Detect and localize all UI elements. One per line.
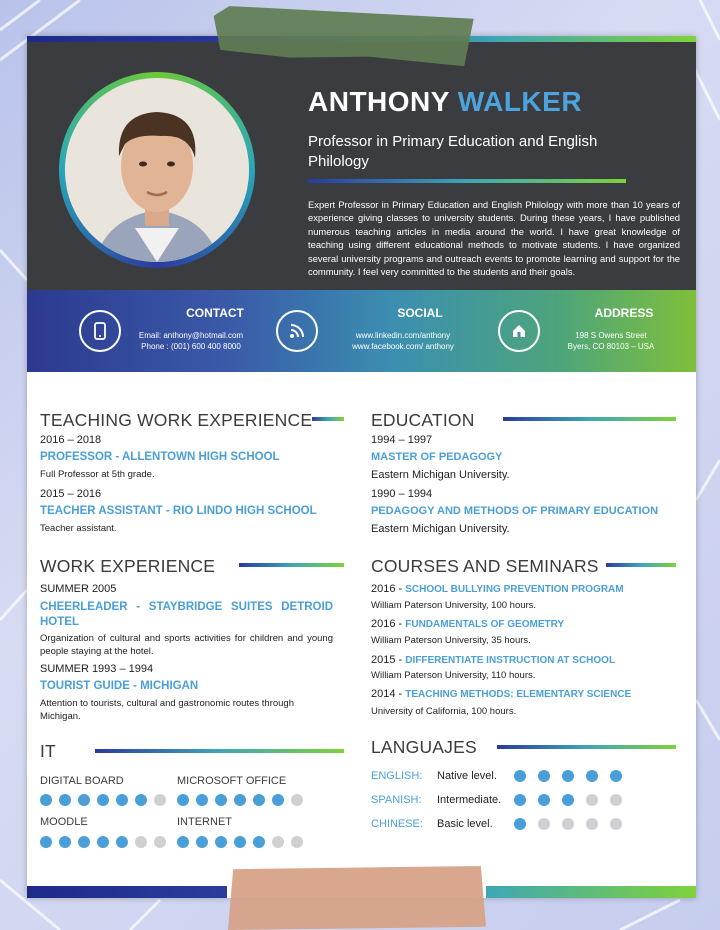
- tape-decoration-bottom: [228, 866, 486, 930]
- it-heading-bar: [95, 749, 344, 753]
- skill-rating-dot: [40, 836, 52, 848]
- work-1-desc: Organization of cultural and sports activities for children and young people staying at the hotel.: [40, 633, 333, 657]
- education-heading: EDUCATION: [371, 410, 475, 430]
- skill-rating-dot: [97, 794, 109, 806]
- language-rating-dot: [610, 818, 622, 830]
- address-line-2: Byers, CO 80103 – USA: [567, 342, 655, 351]
- teaching-1-desc: Full Professor at 5th grade.: [40, 469, 155, 480]
- skill-rating-dot: [40, 794, 52, 806]
- teaching-2-desc: Teacher assistant.: [40, 523, 117, 534]
- language-english: ENGLISH:: [371, 770, 423, 782]
- course-2-name: FUNDAMENTALS OF GEOMETRY: [405, 619, 565, 630]
- skill-rating-dot: [272, 836, 284, 848]
- skill-microsoft-office: MICROSOFT OFFICE: [177, 775, 287, 787]
- skill-rating-dot: [59, 836, 71, 848]
- course-2-detail: William Paterson University, 35 hours.: [371, 635, 531, 646]
- language-chinese-rating: [514, 818, 622, 830]
- teaching-heading-bar: [312, 417, 344, 421]
- contact-block: [27, 290, 250, 372]
- skill-rating-dot: [116, 836, 128, 848]
- teaching-1-dates: 2016 – 2018: [40, 434, 102, 446]
- job-title: Professor in Primary Education and English Philology: [308, 133, 598, 170]
- address-block: [473, 290, 696, 372]
- resume-header: [27, 42, 696, 290]
- language-rating-dot: [514, 794, 526, 806]
- work-2-desc: Attention to tourists, cultural and gastronomic routes through Michigan.: [40, 698, 294, 722]
- work-1-dates: SUMMER 2005: [40, 583, 117, 595]
- rss-icon: [276, 310, 318, 352]
- language-chinese: CHINESE:: [371, 818, 423, 830]
- education-2-degree: PEDAGOGY AND METHODS OF PRIMARY EDUCATION: [371, 505, 659, 517]
- course-4-name: TEACHING METHODS: ELEMENTARY SCIENCE: [405, 689, 632, 700]
- bottom-accent-bar-right: [486, 886, 696, 898]
- skill-rating-dot: [215, 836, 227, 848]
- education-1-school: Eastern Michigan University.: [371, 469, 510, 481]
- teaching-heading: TEACHING WORK EXPERIENCE: [40, 410, 313, 430]
- skill-digital-board: DIGITAL BOARD: [40, 775, 124, 787]
- language-chinese-level: Basic level.: [437, 818, 493, 830]
- work-2-dates: SUMMER 1993 – 1994: [40, 663, 154, 675]
- skill-rating-dot: [234, 794, 246, 806]
- skill-rating-dot: [234, 836, 246, 848]
- work-2-role: TOURIST GUIDE - MICHIGAN: [40, 680, 199, 692]
- language-english-level: Native level.: [437, 770, 497, 782]
- it-heading: IT: [40, 741, 56, 761]
- skill-rating-dot: [291, 836, 303, 848]
- profile-summary: Expert Professor in Primary Education and English Philology with more than 10 years of experience giving classes to university students. During these years, I have published numerous teaching articles in media around the world. I have great knowledge of teaching using different educational methods to motivate students. I have organized several university programs and outreach events to promote learning and support for the community. I feel very committed to the students and their goals.: [308, 199, 680, 278]
- course-1: [371, 583, 624, 595]
- email-text[interactable]: Email: anthony@hotmail.com: [138, 331, 244, 340]
- education-2-school: Eastern Michigan University.: [371, 523, 510, 535]
- education-2-dates: 1990 – 1994: [371, 488, 433, 500]
- language-rating-dot: [610, 770, 622, 782]
- course-2-year: 2016 -: [371, 618, 406, 630]
- course-3-name: DIFFERENTIATE INSTRUCTION AT SCHOOL: [405, 655, 616, 666]
- resume-sheet: [27, 36, 696, 898]
- language-rating-dot: [586, 794, 598, 806]
- course-4-year: 2014 -: [371, 688, 406, 700]
- skill-rating-dot: [97, 836, 109, 848]
- language-rating-dot: [538, 794, 550, 806]
- course-1-detail: William Paterson University, 100 hours.: [371, 600, 537, 611]
- phone-text: Phone : (001) 600 400 8000: [141, 342, 241, 351]
- language-spanish-rating: [514, 794, 622, 806]
- skill-rating-dot: [196, 794, 208, 806]
- language-rating-dot: [562, 770, 574, 782]
- skill-rating-dot: [291, 794, 303, 806]
- profile-photo-ring: [59, 72, 255, 268]
- skill-internet-rating: [177, 836, 303, 848]
- last-name: WALKER: [457, 86, 583, 117]
- skill-rating-dot: [272, 794, 284, 806]
- course-3: [371, 654, 615, 666]
- address-details: [551, 330, 671, 352]
- skill-rating-dot: [253, 836, 265, 848]
- skill-rating-dot: [196, 836, 208, 848]
- skill-rating-dot: [154, 794, 166, 806]
- bottom-accent-bar-left: [27, 886, 227, 898]
- languages-heading: LANGUAJES: [371, 737, 477, 757]
- skill-internet: INTERNET: [177, 816, 232, 828]
- education-1-dates: 1994 – 1997: [371, 434, 433, 446]
- language-rating-dot: [562, 794, 574, 806]
- teaching-1-role: PROFESSOR - ALLENTOWN HIGH SCHOOL: [40, 451, 280, 463]
- facebook-link[interactable]: www.facebook.com/ anthony: [352, 342, 454, 351]
- language-spanish: SPANISH:: [371, 794, 422, 806]
- work-heading: WORK EXPERIENCE: [40, 556, 216, 576]
- course-2: [371, 618, 564, 630]
- language-rating-dot: [610, 794, 622, 806]
- address-line-1: 198 S Owens Street: [575, 331, 647, 340]
- teaching-2-role: TEACHER ASSISTANT - RIO LINDO HIGH SCHOOL: [40, 505, 317, 517]
- skill-rating-dot: [154, 836, 166, 848]
- skill-rating-dot: [135, 794, 147, 806]
- language-rating-dot: [514, 818, 526, 830]
- skill-rating-dot: [215, 794, 227, 806]
- profile-photo: [65, 78, 249, 262]
- contact-band: [27, 290, 696, 372]
- language-rating-dot: [586, 818, 598, 830]
- title-divider: [308, 179, 626, 183]
- course-3-detail: William Paterson University, 110 hours.: [371, 670, 536, 681]
- skill-rating-dot: [135, 836, 147, 848]
- language-rating-dot: [514, 770, 526, 782]
- language-rating-dot: [538, 818, 550, 830]
- course-1-year: 2016 -: [371, 583, 406, 595]
- course-4: [371, 688, 631, 700]
- skill-moodle: MOODLE: [40, 816, 88, 828]
- skill-microsoft-office-rating: [177, 794, 303, 806]
- first-name: ANTHONY: [308, 86, 450, 117]
- language-spanish-level: Intermediate.: [437, 794, 502, 806]
- course-3-year: 2015 -: [371, 654, 406, 666]
- skill-digital-board-rating: [40, 794, 166, 806]
- courses-heading-bar: [606, 563, 676, 567]
- skill-rating-dot: [253, 794, 265, 806]
- skill-rating-dot: [78, 836, 90, 848]
- teaching-2-dates: 2015 – 2016: [40, 488, 102, 500]
- language-rating-dot: [562, 818, 574, 830]
- education-heading-bar: [503, 417, 676, 421]
- skill-rating-dot: [59, 794, 71, 806]
- contact-details: [131, 330, 251, 352]
- course-1-name: SCHOOL BULLYING PREVENTION PROGRAM: [405, 584, 624, 595]
- social-details: [328, 330, 478, 352]
- social-heading: SOCIAL: [397, 306, 443, 320]
- work-heading-bar: [239, 563, 344, 567]
- skill-moodle-rating: [40, 836, 166, 848]
- skill-rating-dot: [177, 836, 189, 848]
- work-1-role: CHEERLEADER - STAYBRIDGE SUITES DETROID HOTEL: [40, 601, 333, 628]
- linkedin-link[interactable]: www.linkedin.com/anthony: [355, 331, 451, 340]
- skill-rating-dot: [78, 794, 90, 806]
- home-icon: [498, 310, 540, 352]
- languages-heading-bar: [497, 745, 676, 749]
- skill-rating-dot: [116, 794, 128, 806]
- address-heading: ADDRESS: [594, 306, 654, 320]
- phone-icon: [79, 310, 121, 352]
- portrait-illustration: [65, 78, 249, 262]
- language-rating-dot: [538, 770, 550, 782]
- contact-heading: CONTACT: [186, 306, 244, 320]
- education-1-degree: MASTER OF PEDAGOGY: [371, 451, 503, 463]
- language-rating-dot: [586, 770, 598, 782]
- skill-rating-dot: [177, 794, 189, 806]
- courses-heading: COURSES AND SEMINARS: [371, 556, 599, 576]
- full-name: [308, 86, 582, 118]
- language-english-rating: [514, 770, 622, 782]
- course-4-detail: University of California, 100 hours.: [371, 706, 517, 717]
- social-block: [250, 290, 473, 372]
